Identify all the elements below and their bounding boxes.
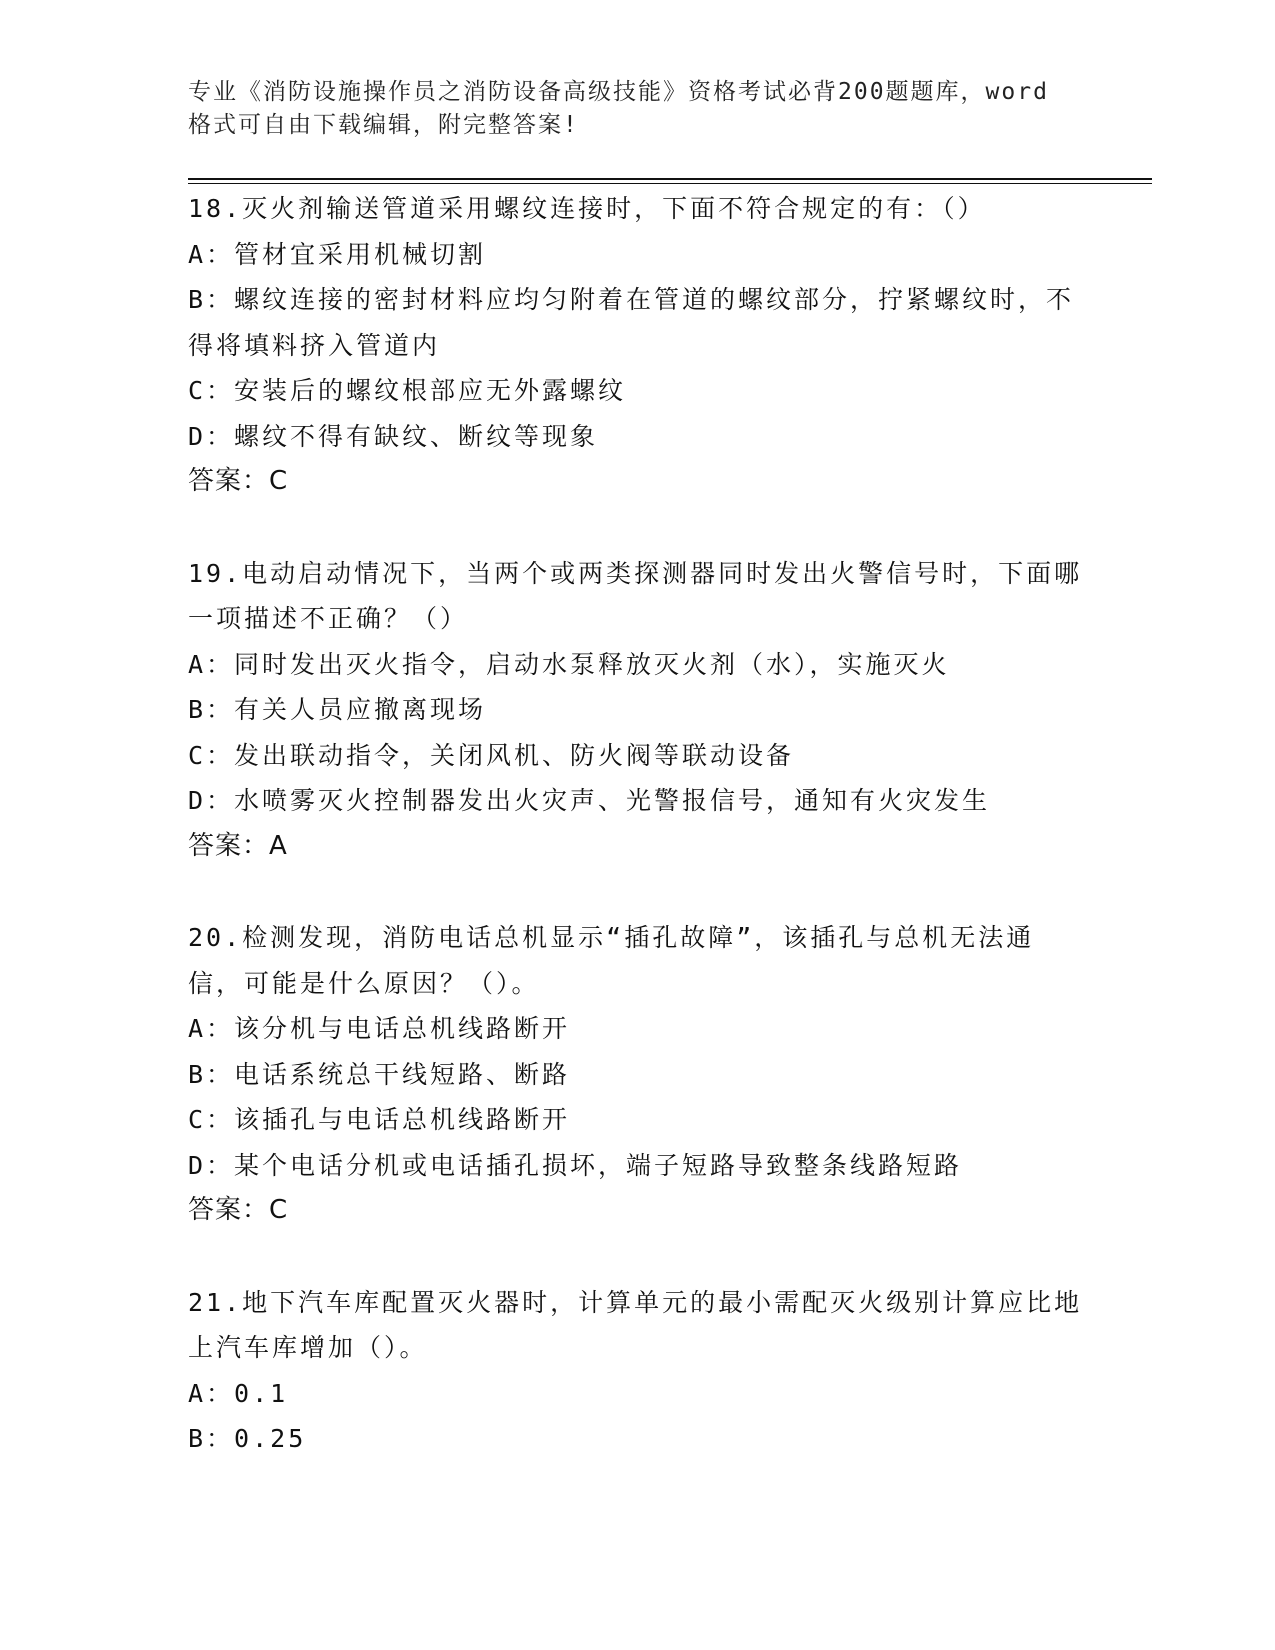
question-21 xyxy=(188,1280,1088,1462)
question-stem: 20.检测发现，消防电话总机显示“插孔故障”，该插孔与总机无法通信，可能是什么原因？（）。 xyxy=(188,923,1035,998)
header-divider xyxy=(188,178,1152,180)
answer-line: 答案：C xyxy=(188,466,289,496)
option-b: B：0.25 xyxy=(188,1424,307,1453)
option-d: D：螺纹不得有缺纹、断纹等现象 xyxy=(188,421,599,451)
question-stem: 19.电动启动情况下，当两个或两类探测器同时发出火警信号时，下面哪一项描述不正确？（） xyxy=(188,558,1083,633)
question-stem: 18.灭火剂输送管道采用螺纹连接时，下面不符合规定的有：（） xyxy=(188,194,986,223)
option-a: A：同时发出灭火指令，启动水泵释放灭火剂（水），实施灭火 xyxy=(188,649,950,679)
question-stem: 21.地下汽车库配置灭火器时，计算单元的最小需配灭火级别计算应比地上汽车库增加（）。 xyxy=(188,1287,1083,1362)
header-divider-thin xyxy=(188,183,1152,184)
option-b: B：电话系统总干线短路、断路 xyxy=(188,1059,571,1089)
option-d: D：某个电话分机或电话插孔损坏，端子短路导致整条线路短路 xyxy=(188,1150,963,1180)
option-a: A：0.1 xyxy=(188,1378,289,1408)
document-header: 专业《消防设施操作员之消防设备高级技能》资格考试必背200题题库，word格式可自由下载编辑，附完整答案! xyxy=(188,79,1049,138)
answer-line: 答案：A xyxy=(188,830,288,861)
option-c: C：发出联动指令，关闭风机、防火阀等联动设备 xyxy=(188,740,795,770)
question-20 xyxy=(188,915,1088,1234)
option-a: A：该分机与电话总机线路断开 xyxy=(188,1014,571,1043)
question-19 xyxy=(188,551,1088,870)
question-18 xyxy=(188,186,1088,505)
option-c: C：该插孔与电话总机线路断开 xyxy=(188,1105,571,1134)
option-d: D：水喷雾灭火控制器发出火灾声、光警报信号，通知有火灾发生 xyxy=(188,786,991,815)
option-a: A：管材宜采用机械切割 xyxy=(188,239,487,269)
option-b: B：螺纹连接的密封材料应均匀附着在管道的螺纹部分，拧紧螺纹时，不得将填料挤入管道内 xyxy=(188,285,1075,360)
option-c: C：安装后的螺纹根部应无外露螺纹 xyxy=(188,376,627,405)
question-list xyxy=(188,186,1088,1508)
answer-line: 答案：C xyxy=(188,1195,289,1225)
option-b: B：有关人员应撤离现场 xyxy=(188,695,487,724)
